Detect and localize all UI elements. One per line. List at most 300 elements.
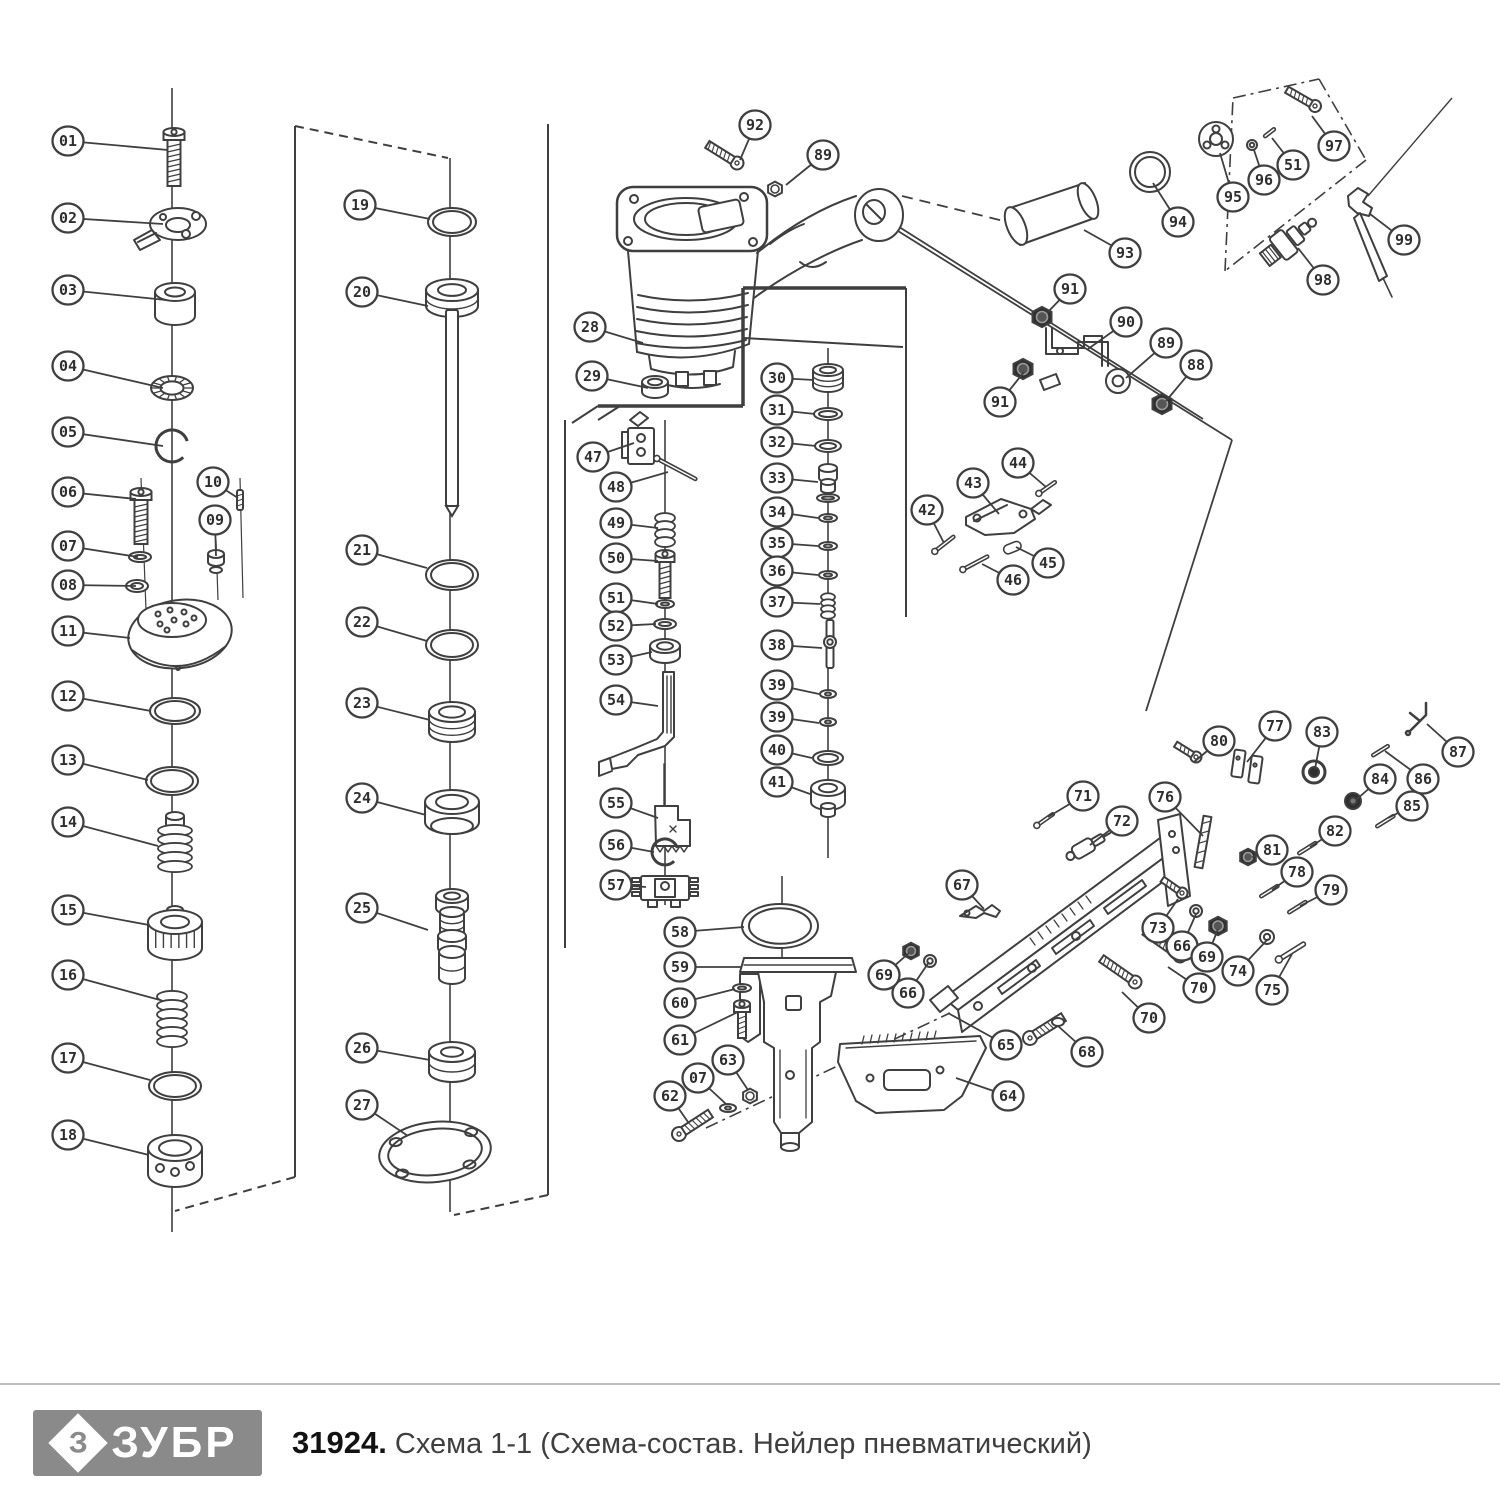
callout-36 [762,557,819,586]
callout-number: 39 [767,708,787,726]
callout-number: 78 [1287,863,1307,881]
callout-number: 69 [874,966,894,984]
callout-99 [1370,214,1420,255]
callout-71 [1048,782,1099,818]
callout-number: 26 [352,1039,372,1057]
part-46 [959,553,990,573]
callout-01 [53,127,169,156]
callout-35 [762,529,819,558]
callout-number: 59 [670,958,690,976]
callout-number: 88 [1186,356,1206,374]
part-33 [817,494,839,502]
callout-34 [762,498,819,527]
part-74 [1260,930,1274,944]
callout-97 [1312,116,1350,161]
part-4 [821,593,835,618]
callout-93 [1084,230,1141,268]
part-51 [1263,127,1276,138]
callout-number: 07 [58,537,78,555]
callout-number: 66 [898,984,918,1002]
callout-number: 40 [767,741,787,759]
part-30 [813,364,843,392]
part-10 [237,490,243,510]
callout-number: 51 [1283,156,1303,174]
part-40 [813,751,843,765]
callout-number: 42 [917,501,937,519]
callout-39 [762,671,820,700]
callout-number: 34 [767,503,787,521]
boundary-line [454,1195,548,1215]
callout-25 [347,894,429,931]
part-51 [656,600,674,608]
callout-43 [958,469,1000,515]
callout-number: 46 [1003,571,1023,589]
zubr-logo-icon [49,1413,108,1472]
callout-number: 30 [767,369,787,387]
part-76-flat-spring [1195,816,1212,869]
callout-number: 16 [58,966,78,984]
callout-32 [762,428,817,457]
callout-number: 09 [205,511,225,529]
callout-number: 10 [203,473,223,491]
callout-06 [53,478,137,507]
part-4 [655,513,675,547]
callout-number: 91 [1060,280,1080,298]
callout-number: 90 [1116,313,1136,331]
part-25 [439,946,465,984]
callout-14 [53,808,159,847]
callout-number: 68 [1077,1043,1097,1061]
part-6 [157,991,187,1047]
callout-number: 70 [1189,979,1209,997]
boundary-line [1146,440,1232,711]
part-18 [148,1135,202,1187]
callout-number: 86 [1413,770,1433,788]
part-84 [1350,798,1357,805]
part-89 [1106,369,1130,393]
diagram-code: 31924. [292,1424,387,1460]
callout-39 [762,703,820,732]
callout-84 [1357,765,1396,800]
callout-55 [601,789,659,819]
callout-number: 69 [1197,948,1217,966]
callout-number: 25 [352,899,372,917]
part-64-magazine-cover [838,1031,986,1113]
callout-80 [1194,727,1235,763]
callout-number: 48 [606,478,626,496]
callout-number: 07 [688,1069,708,1087]
callout-number: 93 [1115,244,1135,262]
callout-number: 76 [1155,788,1175,806]
callout-number: 87 [1448,743,1468,761]
part-26 [429,1042,475,1082]
part-67-latch [960,905,1000,918]
callout-number: 62 [660,1087,680,1105]
callout-68 [1058,1026,1103,1067]
callout-17 [53,1044,151,1081]
part-5 [158,825,192,872]
part-98-air-fitting [1256,209,1324,270]
callout-number: 03 [58,281,78,299]
callout-number: 35 [767,534,787,552]
part-95 [1210,133,1222,145]
part-42 [931,534,957,556]
callout-40 [762,736,813,765]
boundary-line [598,406,620,420]
part-95 [1213,126,1220,133]
part-92 [704,139,746,172]
callout-number: 06 [58,483,78,501]
callout-number: 45 [1038,554,1058,572]
callout-15 [53,896,150,926]
part-21 [426,560,478,590]
callout-number: 81 [1262,841,1282,859]
callout-18 [53,1121,150,1156]
footer [0,1383,1500,1500]
part-11-exhaust-cap [124,593,236,675]
part-18 [156,1164,164,1172]
callout-number: 52 [606,617,626,635]
part-91 [1033,307,1052,327]
callout-number: 99 [1394,231,1414,249]
zubr-logo-letter: З [68,1425,88,1459]
callout-37 [762,588,821,617]
part-50 [656,550,675,598]
zubr-logo [33,1410,262,1476]
part-97 [1284,85,1323,115]
part-23 [429,702,475,742]
part-32 [815,440,841,452]
callout-number: 23 [352,694,372,712]
callout-number: 37 [767,593,787,611]
callout-77 [1247,712,1291,763]
callout-31 [762,396,816,425]
callout-91 [985,372,1025,417]
part-18 [186,1162,194,1170]
callout-number: 31 [767,401,787,419]
callout-number: 77 [1265,717,1285,735]
callout-number: 61 [670,1031,690,1049]
callout-24 [347,784,427,816]
callout-56 [601,831,655,860]
callout-number: 96 [1254,171,1274,189]
callout-19 [345,191,431,220]
callout-number: 95 [1223,188,1243,206]
callout-number: 92 [745,116,765,134]
callout-number: 63 [718,1051,738,1069]
callout-30 [762,364,815,393]
part-75 [1274,940,1307,964]
callout-number: 15 [58,901,78,919]
part-70 [1098,953,1144,991]
part-79 [1287,900,1307,914]
callout-60 [665,989,736,1018]
callout-29 [577,362,649,391]
part-52 [654,619,676,629]
callout-90 [1088,308,1142,350]
callout-number: 04 [58,357,78,375]
callout-58 [665,918,745,947]
part-15 [148,910,202,960]
callout-21 [347,536,428,569]
callout-number: 49 [606,514,626,532]
part-03 [155,283,195,325]
callout-number: 18 [58,1126,78,1144]
callout-28 [575,313,644,344]
callout-number: 50 [606,549,626,567]
callout-number: 36 [767,562,787,580]
part-06 [131,488,152,544]
part-77-latch-plates [1231,749,1263,783]
callout-88 [1166,351,1212,402]
part-53 [650,639,680,663]
callout-75 [1257,954,1293,1005]
part-19 [428,208,476,236]
callout-number: 64 [998,1087,1018,1105]
callout-number: 89 [1156,334,1176,352]
callout-number: 14 [58,813,78,831]
part-04 [151,376,193,400]
callout-42 [912,496,945,544]
part-09 [210,567,222,573]
boundary-line [744,338,903,347]
part-18 [171,1168,179,1176]
callout-54 [601,686,659,715]
callout-number: 53 [606,651,626,669]
callout-number: 54 [606,691,626,709]
callout-number: 98 [1313,271,1333,289]
part-07 [720,1104,736,1112]
part-31 [814,408,842,420]
part-68 [1020,1011,1067,1048]
part-68 [1052,1018,1064,1026]
callout-22 [347,608,428,642]
part-94 [1130,152,1170,192]
callout-91 [1047,275,1086,314]
callout-70 [1122,992,1165,1033]
callout-46 [982,564,1029,595]
callout-number: 39 [767,676,787,694]
callout-96 [1249,150,1280,195]
callout-07 [53,532,139,561]
callout-number: 94 [1168,213,1188,231]
callout-12 [53,682,152,712]
part-22 [426,630,478,660]
callout-82 [1310,817,1351,848]
callout-number: 27 [352,1096,372,1114]
callout-number: 57 [606,876,626,894]
part-96 [1247,140,1257,150]
part-43-trigger [966,499,1051,535]
callout-49 [601,509,659,538]
callout-number: 73 [1148,919,1168,937]
callout-26 [347,1034,431,1063]
part-01 [164,128,185,186]
part-95 [1204,142,1211,149]
callout-number: 01 [58,132,78,150]
callout-number: 65 [996,1036,1016,1054]
diagram-caption [292,1425,1092,1461]
callout-38 [762,631,823,660]
callout-number: 11 [58,622,78,640]
callout-81 [1252,836,1288,865]
boundary-line [1233,79,1319,98]
part-83 [1309,767,1319,777]
callout-number: 91 [990,393,1010,411]
part-39 [820,690,836,698]
callout-number: 33 [767,469,787,487]
callout-44 [1003,449,1047,488]
callout-number: 20 [352,283,372,301]
boundary-line [295,126,448,158]
callout-63 [713,1046,749,1091]
part-63 [743,1089,757,1104]
part-99-wrench [1348,188,1392,297]
callout-20 [347,278,429,307]
callout-number: 66 [1172,937,1192,955]
part-95 [1222,142,1229,149]
callout-number: 85 [1402,797,1422,815]
callout-11 [53,617,131,646]
part-33 [821,479,835,493]
part-86 [1371,744,1390,757]
part-80 [1173,740,1204,765]
callout-08 [53,571,137,600]
part-36 [819,571,837,579]
callout-53 [601,646,653,675]
callout-number: 24 [352,789,372,807]
callout-02 [53,204,164,233]
callout-number: 32 [767,433,787,451]
part-34 [819,514,837,522]
part-91 [1014,359,1033,379]
part-13 [146,767,198,795]
callout-89 [1126,329,1182,379]
callout-41 [762,768,811,797]
callout-number: 80 [1209,732,1229,750]
callout-27 [347,1091,409,1137]
callout-95 [1218,153,1249,212]
part-60 [733,984,751,992]
part-48 [653,454,698,482]
callout-number: 89 [813,146,833,164]
boundary-line [1368,98,1452,196]
part-12 [150,698,200,724]
callout-number: 97 [1324,137,1344,155]
callout-number: 70 [1139,1009,1159,1027]
callout-number: 82 [1325,822,1345,840]
callout-number: 21 [352,541,372,559]
callout-number: 17 [58,1049,78,1067]
callout-89 [786,141,839,186]
diagram-title: Схема 1-1 (Схема-состав. Нейлер пневматический) [394,1427,1092,1460]
callout-94 [1153,183,1194,237]
callout-87 [1427,724,1474,767]
part-62 [669,1108,714,1144]
callout-62 [655,1082,689,1123]
callout-number: 84 [1370,770,1390,788]
callout-72 [1090,807,1138,846]
callout-number: 41 [767,773,787,791]
part-02-cam-plate [134,208,206,250]
callout-number: 08 [58,576,78,594]
callout-number: 79 [1321,881,1341,899]
part-89 [768,182,782,197]
callout-98 [1298,248,1339,295]
callout-number: 43 [963,474,983,492]
callout-number: 67 [952,876,972,894]
callout-92 [740,111,771,161]
boundary-line [898,231,1232,440]
callout-number: 12 [58,687,78,705]
callout-number: 47 [583,448,603,466]
callout-number: 83 [1312,723,1332,741]
callout-67 [947,871,985,910]
callout-23 [347,689,431,721]
callout-number: 74 [1228,962,1248,980]
part-24 [431,818,473,834]
callout-number: 28 [580,318,600,336]
boundary-line [902,196,1016,224]
callout-number: 19 [350,196,370,214]
callout-number: 71 [1073,787,1093,805]
part-87-l-pin [1406,703,1426,735]
callout-number: 38 [767,636,787,654]
part-45 [1002,540,1022,555]
part-17 [149,1072,201,1100]
callout-52 [601,612,657,641]
part-20 [446,310,458,516]
callout-number: 05 [58,423,78,441]
callout-number: 75 [1262,981,1282,999]
callout-04 [53,352,164,389]
callout-59 [665,953,743,982]
callout-16 [53,961,161,1001]
callout-03 [53,276,167,305]
zubr-logo-text: ЗУБР [111,1417,238,1467]
callout-05 [53,418,164,447]
callout-number: 60 [670,994,690,1012]
part-41 [821,803,835,817]
part-35 [819,542,837,550]
callout-number: 13 [58,751,78,769]
callout-50 [601,544,659,573]
part-38 [824,636,836,648]
part-69 [1209,917,1226,935]
callout-13 [53,746,149,781]
callout-10 [198,468,239,499]
callout-33 [762,464,819,493]
part-39 [820,718,836,726]
callout-51 [601,584,659,613]
callout-number: 29 [582,367,602,385]
callout-number: 44 [1008,454,1028,472]
callout-number: 02 [58,209,78,227]
part-44 [1035,479,1058,498]
callout-number: 55 [606,794,626,812]
callout-number: 56 [606,836,626,854]
callout-number: 72 [1112,812,1132,830]
part-58 [742,904,818,948]
callout-09 [200,506,231,557]
boundary-line [572,406,598,423]
callout-number: 58 [670,923,690,941]
callout-number: 51 [606,589,626,607]
callout-48 [601,472,669,502]
callout-number: 22 [352,613,372,631]
part-93-exhaust-deflector [1000,180,1102,248]
part-47-bracket [622,412,654,464]
